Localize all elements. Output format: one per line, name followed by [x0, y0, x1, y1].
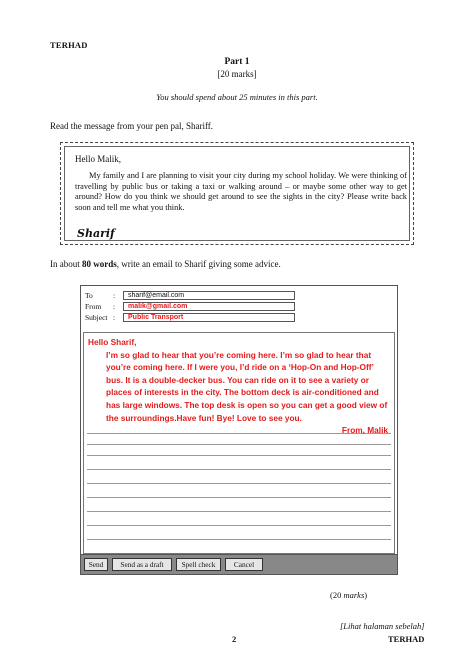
message-greeting: Hello Malik, [75, 154, 121, 164]
total-marks [330, 590, 367, 600]
message-box [60, 142, 414, 245]
send-as-draft-button[interactable]: Send as a draft [112, 558, 172, 571]
email-window [80, 285, 398, 575]
message-body: My family and I are planning to visit your city during my school holiday. We were thinking of travelling by public bus or taking a taxi or walking around – or maybe some other way to get around? How do you think we should get around to see the sights in the city? Please write back soon and tell me what you think. [75, 171, 407, 212]
to-label: To [85, 291, 93, 300]
instruction-write-wordcount: 80 words [82, 259, 117, 269]
instruction-read: Read the message from your pen pal, Shariff. [50, 121, 214, 131]
email-reply-text [88, 336, 390, 437]
ruled-line [87, 497, 391, 498]
ruled-line [87, 539, 391, 540]
from-colon: : [113, 302, 116, 311]
header-classification: TERHAD [50, 40, 88, 50]
cancel-button[interactable]: Cancel [225, 558, 263, 571]
message-signature: Sharif [77, 227, 115, 240]
instruction-write-suffix: , write an email to Sharif giving some advice. [116, 259, 281, 269]
from-label: From [85, 302, 102, 311]
subject-field[interactable]: Public Transport [123, 313, 295, 322]
spell-check-button[interactable]: Spell check [176, 558, 221, 571]
email-body-area[interactable] [83, 332, 395, 554]
email-button-bar [81, 554, 397, 574]
reply-body: I’m so glad to hear that you’re coming here. I’m so glad to hear that you’re coming here. If I were you, I’d ride on a ‘Hop-On and Hop-Off’ bus. It is a double-decker bus. You can ride on it to see a variety or places of interests in the city. The bottom deck is air-conditioned and has large windows. The top desk is open so you can get a good view of the surroundings.Have fun! Bye! Love to see you. [106, 349, 388, 423]
part-title: Part 1 [224, 57, 250, 67]
to-colon: : [113, 291, 116, 300]
reply-closing: From, Malik [341, 425, 388, 436]
ruled-line [87, 469, 391, 470]
ruled-line [87, 444, 391, 445]
subject-colon: : [113, 313, 116, 322]
instruction-write [50, 259, 281, 269]
from-field[interactable]: malik@gmail.com [123, 302, 295, 311]
ruled-line [87, 483, 391, 484]
part-marks: [20 marks] [217, 69, 257, 79]
message-box-inner [64, 146, 410, 241]
page-number: 2 [232, 634, 237, 644]
time-note: You should spend about 25 minutes in this part. [156, 92, 318, 102]
reply-greeting: Hello Sharif, [88, 337, 137, 347]
ruled-line [87, 455, 391, 456]
instruction-write-prefix: In about [50, 259, 82, 269]
to-field[interactable]: sharif@email.com [123, 291, 295, 300]
total-marks-end: ) [364, 590, 368, 600]
footer-classification: TERHAD [388, 634, 425, 644]
ruled-line [87, 511, 391, 512]
total-marks-word: marks [343, 590, 365, 600]
ruled-line [87, 525, 391, 526]
subject-label: Subject [85, 313, 108, 322]
turn-over-note: [Lihat halaman sebelah] [340, 621, 425, 631]
send-button[interactable]: Send [84, 558, 108, 571]
total-marks-num: (20 [330, 590, 344, 600]
